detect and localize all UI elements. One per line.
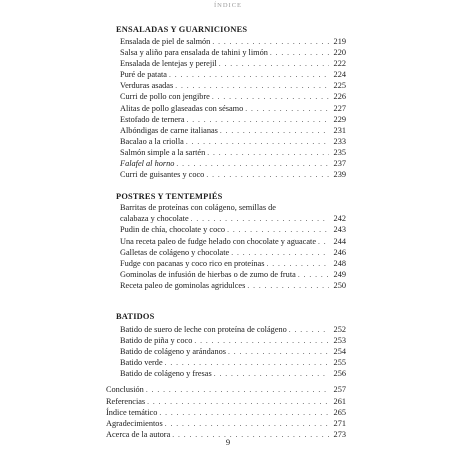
dot-leader	[169, 69, 329, 80]
dot-leader	[228, 346, 329, 357]
entry-page: 261	[333, 396, 346, 406]
entry-page: 222	[333, 59, 346, 69]
dot-leader	[227, 224, 329, 235]
dot-leader	[266, 258, 329, 269]
toc-entry[interactable]	[106, 103, 346, 114]
toc-entry[interactable]	[106, 36, 346, 47]
entry-title: Batido verde	[120, 358, 163, 368]
toc-entry[interactable]	[106, 236, 346, 247]
dot-leader	[212, 36, 329, 47]
toc-section-postres	[106, 191, 346, 291]
entry-title: Receta paleo de gominolas agridulces	[120, 280, 246, 290]
dot-leader	[298, 269, 329, 280]
entry-page: 265	[333, 407, 346, 417]
toc-entry[interactable]	[106, 158, 346, 169]
toc-entry[interactable]	[106, 169, 346, 180]
entry-page: 229	[333, 114, 346, 124]
entry-title: Estofado de ternera	[120, 114, 185, 124]
section-title: BATIDOS	[116, 311, 155, 321]
dot-leader	[191, 213, 329, 224]
entry-page: 235	[333, 147, 346, 157]
toc-section-ensaladas	[106, 24, 346, 180]
entry-page: 252	[333, 324, 346, 334]
entry-title: calabaza y chocolate	[120, 214, 189, 224]
dot-leader	[247, 280, 329, 291]
toc-entry[interactable]	[106, 224, 346, 235]
toc-entry[interactable]	[106, 91, 346, 102]
dot-leader	[147, 396, 329, 407]
section-title: POSTRES Y TENTEMPIÉS	[116, 192, 223, 202]
dot-leader	[289, 324, 329, 335]
dot-leader	[194, 335, 329, 346]
entry-title: Verduras asadas	[120, 81, 174, 91]
dot-leader	[231, 247, 329, 258]
entry-title: Alitas de pollo glaseadas con sésamo	[120, 103, 244, 113]
entry-page: 226	[333, 92, 346, 102]
entry-title: Puré de patata	[120, 70, 167, 80]
entry-title: Batido de colágeno y fresas	[120, 369, 212, 379]
entry-title: Fudge con pacanas y coco rico en proteínas	[120, 258, 265, 268]
entry-page: 246	[333, 247, 346, 257]
toc-entry[interactable]	[106, 269, 346, 280]
toc-entry[interactable]	[106, 357, 346, 368]
entry-title: Gominolas de infusión de hierbas o de zumo de fruta	[120, 269, 296, 279]
toc-entry[interactable]	[106, 396, 346, 407]
entry-page: 219	[333, 37, 346, 46]
entry-page: 220	[333, 48, 346, 58]
entry-title: Pudin de chía, chocolate y coco	[120, 225, 226, 235]
entry-page: 231	[333, 125, 346, 135]
dot-leader	[270, 47, 329, 58]
entry-page: 237	[333, 159, 346, 169]
dot-leader	[159, 407, 329, 418]
toc-entry[interactable]	[106, 147, 346, 158]
entry-title: Batido de colágeno y arándanos	[120, 347, 226, 357]
toc-backmatter	[106, 384, 346, 439]
entry-title: Ensalada de lentejas y perejil	[120, 59, 217, 69]
entry-page: 243	[333, 225, 346, 235]
dot-leader	[219, 58, 329, 69]
dot-leader	[186, 136, 329, 147]
entry-title: Batido de suero de leche con proteína de colágeno	[120, 324, 287, 334]
toc-entry[interactable]	[106, 114, 346, 125]
entry-title: Salmón simple a la sartén	[120, 147, 206, 157]
entry-title: Agradecimientos	[106, 418, 163, 428]
entry-title: Falafel al horno	[120, 159, 175, 169]
entry-page: 271	[333, 418, 346, 428]
toc-section-batidos	[106, 311, 346, 379]
dot-leader	[318, 236, 329, 247]
entry-title: Una receta paleo de fudge helado con chocolate y aguacate	[120, 236, 317, 246]
dot-leader	[175, 80, 329, 91]
dot-leader	[245, 103, 329, 114]
dot-leader	[176, 158, 329, 169]
entry-page: 248	[333, 258, 346, 268]
entry-title: Curri de guisantes y coco	[120, 170, 205, 180]
entry-page: 249	[333, 269, 346, 279]
table-of-contents	[106, 24, 346, 440]
running-head: ÍNDICE	[213, 2, 243, 9]
entry-page: 239	[333, 170, 346, 180]
toc-entry[interactable]	[106, 136, 346, 147]
toc-entry[interactable]	[106, 407, 346, 418]
entry-page: 257	[333, 385, 346, 395]
entry-title: Batido de piña y coco	[120, 336, 193, 346]
entry-title: Referencias	[106, 396, 146, 406]
toc-entry[interactable]	[106, 47, 346, 58]
entry-title: Curri de pollo con jengibre	[120, 92, 210, 102]
page-number: 9	[225, 437, 231, 447]
entry-page: 244	[333, 236, 346, 246]
dot-leader	[220, 125, 329, 136]
dot-leader	[165, 418, 329, 429]
entry-title: Ensalada de piel de salmón	[120, 37, 211, 46]
entry-title-line1: Barritas de proteínas con colágeno, semillas de	[120, 203, 276, 213]
toc-entry[interactable]	[106, 58, 346, 69]
entry-page: 273	[333, 429, 346, 439]
entry-page: 227	[333, 103, 346, 113]
toc-entry[interactable]	[106, 280, 346, 291]
entry-page: 254	[333, 347, 346, 357]
dot-leader	[207, 147, 329, 158]
dot-leader	[212, 91, 329, 102]
entry-title: Bacalao a la criolla	[120, 136, 184, 146]
toc-entry[interactable]	[106, 125, 346, 136]
entry-page: 233	[333, 136, 346, 146]
dot-leader	[206, 169, 329, 180]
toc-entry[interactable]	[106, 346, 346, 357]
toc-entry[interactable]	[106, 384, 346, 395]
entry-page: 255	[333, 358, 346, 368]
entry-title: Índice temático	[106, 407, 158, 417]
dot-leader	[165, 357, 329, 368]
toc-entry[interactable]	[106, 247, 346, 258]
toc-entry[interactable]	[106, 335, 346, 346]
entry-page: 225	[333, 81, 346, 91]
section-title: ENSALADAS Y GUARNICIONES	[116, 25, 248, 34]
toc-entry[interactable]	[106, 80, 346, 91]
toc-entry[interactable]	[106, 69, 346, 80]
dot-leader	[214, 368, 329, 379]
toc-entry[interactable]	[106, 418, 346, 429]
entry-page: 242	[333, 214, 346, 224]
entry-title: Conclusión	[106, 385, 144, 395]
toc-entry[interactable]	[106, 368, 346, 379]
toc-entry[interactable]	[106, 258, 346, 269]
dot-leader	[146, 384, 329, 395]
toc-entry[interactable]	[106, 202, 346, 224]
entry-title: Acerca de la autora	[106, 429, 171, 439]
toc-entry[interactable]	[106, 324, 346, 335]
entry-page: 250	[333, 280, 346, 290]
dot-leader	[187, 114, 330, 125]
entry-title: Galletas de colágeno y chocolate	[120, 247, 230, 257]
entry-page: 224	[333, 70, 346, 80]
entry-page: 253	[333, 336, 346, 346]
entry-page: 256	[333, 369, 346, 379]
entry-title: Salsa y aliño para ensalada de tahini y limón	[120, 48, 268, 58]
entry-title: Albóndigas de carne italianas	[120, 125, 218, 135]
